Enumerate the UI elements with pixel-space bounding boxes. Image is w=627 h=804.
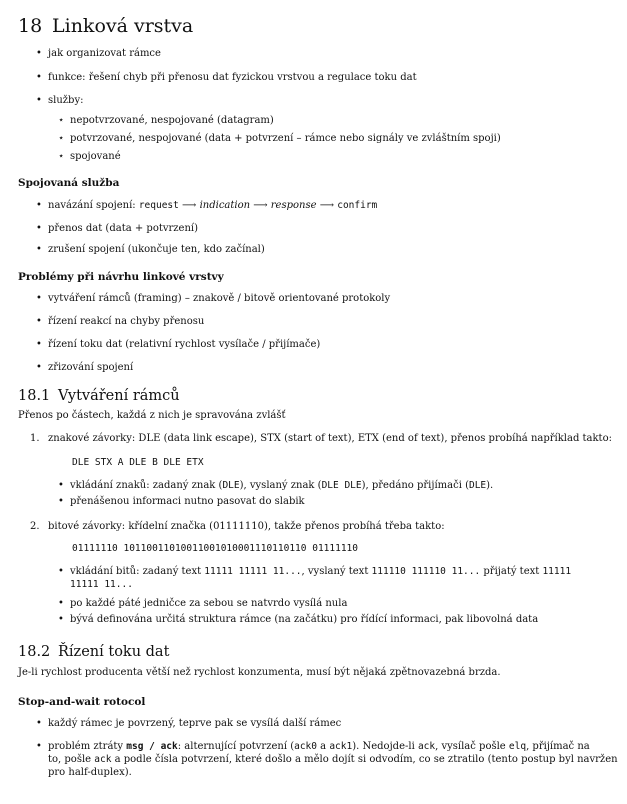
response-text: response	[270, 200, 317, 211]
list-item-text: funkce: řešení chyb při přenosu dat fyzickou vrstvou a regulace toku dat	[48, 72, 417, 83]
request-code: request	[138, 200, 179, 211]
list-item-text: každý rámec je povrzený, teprve pak se vysílá další rámec	[48, 718, 342, 729]
code-fragment: ack	[417, 741, 436, 752]
text-fragment: a podle čísla potvrzení, které došlo a mělo dojít si odvodím, co se ztratilo (tento postup byl navržen	[111, 754, 618, 765]
paragraph: Je-li rychlost producenta větší než rychlost konzumenta, musí být nějaká zpětnovazebná brzda.	[18, 667, 501, 678]
code-fragment: 11111 11111 11...	[204, 566, 302, 577]
indication-text: indication	[199, 200, 251, 211]
subsection-heading: Problémy při návrhu linkové vrstvy	[18, 271, 224, 283]
bullet-icon: •	[36, 95, 42, 106]
chapter-title-text: Linková vrstva	[52, 15, 194, 37]
text-fragment: ), vyslaný znak (	[239, 480, 322, 491]
list-item	[58, 479, 615, 492]
code-fragment: 111110 111110 11...	[371, 566, 481, 577]
text-fragment: vkládání znaků: zadaný znak (	[70, 480, 223, 491]
text-fragment: ). Nedojde-li	[352, 741, 418, 752]
code-fragment: DLE	[222, 480, 240, 491]
text-fragment: , přijímač na	[526, 741, 590, 752]
bullet-icon: •	[36, 316, 42, 327]
sub-list-item	[58, 132, 501, 145]
code-fragment: 11111	[542, 566, 572, 577]
confirm-code: confirm	[337, 200, 378, 211]
section-number: 18.2	[18, 644, 51, 660]
bullet-icon: •	[36, 48, 42, 59]
text-fragment: : alternující potvrzení (	[177, 741, 295, 752]
list-item-text: po každé páté jedničce za sebou se natvrdo vysílá nula	[70, 598, 348, 609]
bullet-icon: •	[58, 480, 64, 491]
sub-list-item-text: potvrzované, nespojované (data + potvrzení – rámce nebo signály ve zvláštním spoji)	[70, 133, 501, 144]
list-item	[36, 717, 608, 730]
code-fragment: DLE DLE	[321, 480, 362, 491]
chapter-title	[18, 15, 193, 37]
list-item-text: služby:	[48, 95, 84, 106]
enum-number: 2.	[30, 521, 40, 532]
list-item	[58, 495, 615, 508]
text-fragment: přijatý text	[480, 566, 543, 577]
subsection-heading: Spojovaná služba	[18, 177, 120, 189]
list-item-text: přenášenou informaci nutno pasovat do slabik	[70, 496, 305, 507]
bullet-icon: •	[36, 223, 42, 234]
bullet-icon: •	[58, 598, 64, 609]
bullet-icon: •	[36, 200, 42, 211]
star-icon: ⋆	[58, 151, 65, 162]
bullet-icon: •	[36, 741, 42, 752]
code-fragment: ack0	[294, 741, 317, 752]
list-item	[36, 71, 608, 84]
list-item	[36, 243, 608, 256]
text-fragment: ).	[486, 480, 494, 491]
code-line: DLE STX A DLE B DLE ETX	[72, 457, 204, 468]
arrow-icon: ⟶	[178, 200, 200, 211]
section-heading	[18, 643, 169, 661]
list-item	[58, 597, 615, 610]
list-item	[36, 740, 618, 779]
subsection-heading: Stop-and-wait rotocol	[18, 696, 146, 708]
chapter-number: 18	[18, 15, 43, 37]
text-fragment: ), předáno přijímači (	[361, 480, 469, 491]
list-item	[36, 338, 608, 351]
bullet-icon: •	[58, 566, 64, 577]
sub-list-item	[58, 150, 121, 163]
enum-item-text: znakové závorky: DLE (data link escape), STX (start of text), ETX (end of text), přenos probíhá například takto:	[48, 433, 612, 444]
enum-item	[30, 432, 612, 445]
list-item	[36, 94, 608, 107]
sub-list-item-text: nepotvrzované, nespojované (datagram)	[70, 115, 274, 126]
list-item-text: jak organizovat rámce	[48, 48, 161, 59]
code-fragment: 11111 11...	[70, 579, 133, 590]
code-line: 01111110 10110011010011001010001110110110 01111110	[72, 543, 358, 554]
enum-item	[30, 520, 445, 533]
text-fragment: vkládání bitů: zadaný text	[70, 566, 205, 577]
bullet-icon: •	[36, 72, 42, 83]
text-fragment: , vyslaný text	[301, 566, 372, 577]
section-title: Řízení toku dat	[58, 644, 170, 660]
list-item	[36, 222, 608, 235]
list-item-text: bývá definována určitá struktura rámce (na začátku) pro řídící informaci, pak libovolná data	[70, 614, 539, 625]
text-fragment: to, pošle	[48, 754, 95, 765]
list-item	[36, 361, 608, 374]
bullet-icon: •	[36, 293, 42, 304]
text-fragment: , vysílač pošle	[435, 741, 509, 752]
star-icon: ⋆	[58, 133, 65, 144]
code-fragment: elq	[508, 741, 527, 752]
code-fragment: msg / ack	[126, 741, 178, 752]
list-item	[36, 292, 608, 305]
bullet-icon: •	[58, 614, 64, 625]
list-item-text: přenos dat (data + potvrzení)	[48, 223, 199, 234]
code-fragment: ack	[94, 754, 112, 765]
bullet-icon: •	[36, 339, 42, 350]
list-item	[36, 199, 608, 212]
sub-list-item-text: spojované	[70, 151, 121, 162]
section-number: 18.1	[18, 388, 51, 404]
bullet-icon: •	[36, 718, 42, 729]
list-item-text: zrušení spojení (ukončuje ten, kdo začínal)	[48, 244, 265, 255]
bullet-icon: •	[36, 244, 42, 255]
enum-item-text: bitové závorky: křídelní značka (01111110), takže přenos probíhá třeba takto:	[48, 521, 445, 532]
text-fragment: problém ztráty	[48, 741, 127, 752]
list-item	[58, 565, 615, 591]
section-title: Vytváření rámců	[58, 388, 180, 404]
section-heading	[18, 387, 180, 405]
code-fragment: DLE	[468, 480, 487, 491]
list-item	[58, 613, 615, 626]
arrow-icon: ⟶	[250, 200, 271, 211]
code-fragment: ack1	[329, 741, 353, 752]
list-item-text: vytváření rámců (framing) – znakově / bitově orientované protokoly	[48, 293, 391, 304]
sub-list-item	[58, 114, 274, 127]
arrow-icon: ⟶	[316, 200, 338, 211]
list-item-text: zřizování spojení	[48, 362, 134, 373]
list-item-text: řízení reakcí na chyby přenosu	[48, 316, 205, 327]
enum-number: 1.	[30, 433, 40, 444]
list-item	[36, 315, 608, 328]
star-icon: ⋆	[58, 115, 65, 126]
text-fragment: a	[317, 741, 330, 752]
list-item	[36, 47, 608, 60]
text-fragment: pro half-duplex).	[48, 767, 132, 778]
bullet-icon: •	[36, 362, 42, 373]
list-item-text: řízení toku dat (relativní rychlost vysílače / přijímače)	[48, 339, 321, 350]
bullet-icon: •	[58, 496, 64, 507]
setup-prefix: navázání spojení:	[48, 200, 139, 211]
paragraph: Přenos po částech, každá z nich je spravována zvlášť	[18, 410, 286, 421]
